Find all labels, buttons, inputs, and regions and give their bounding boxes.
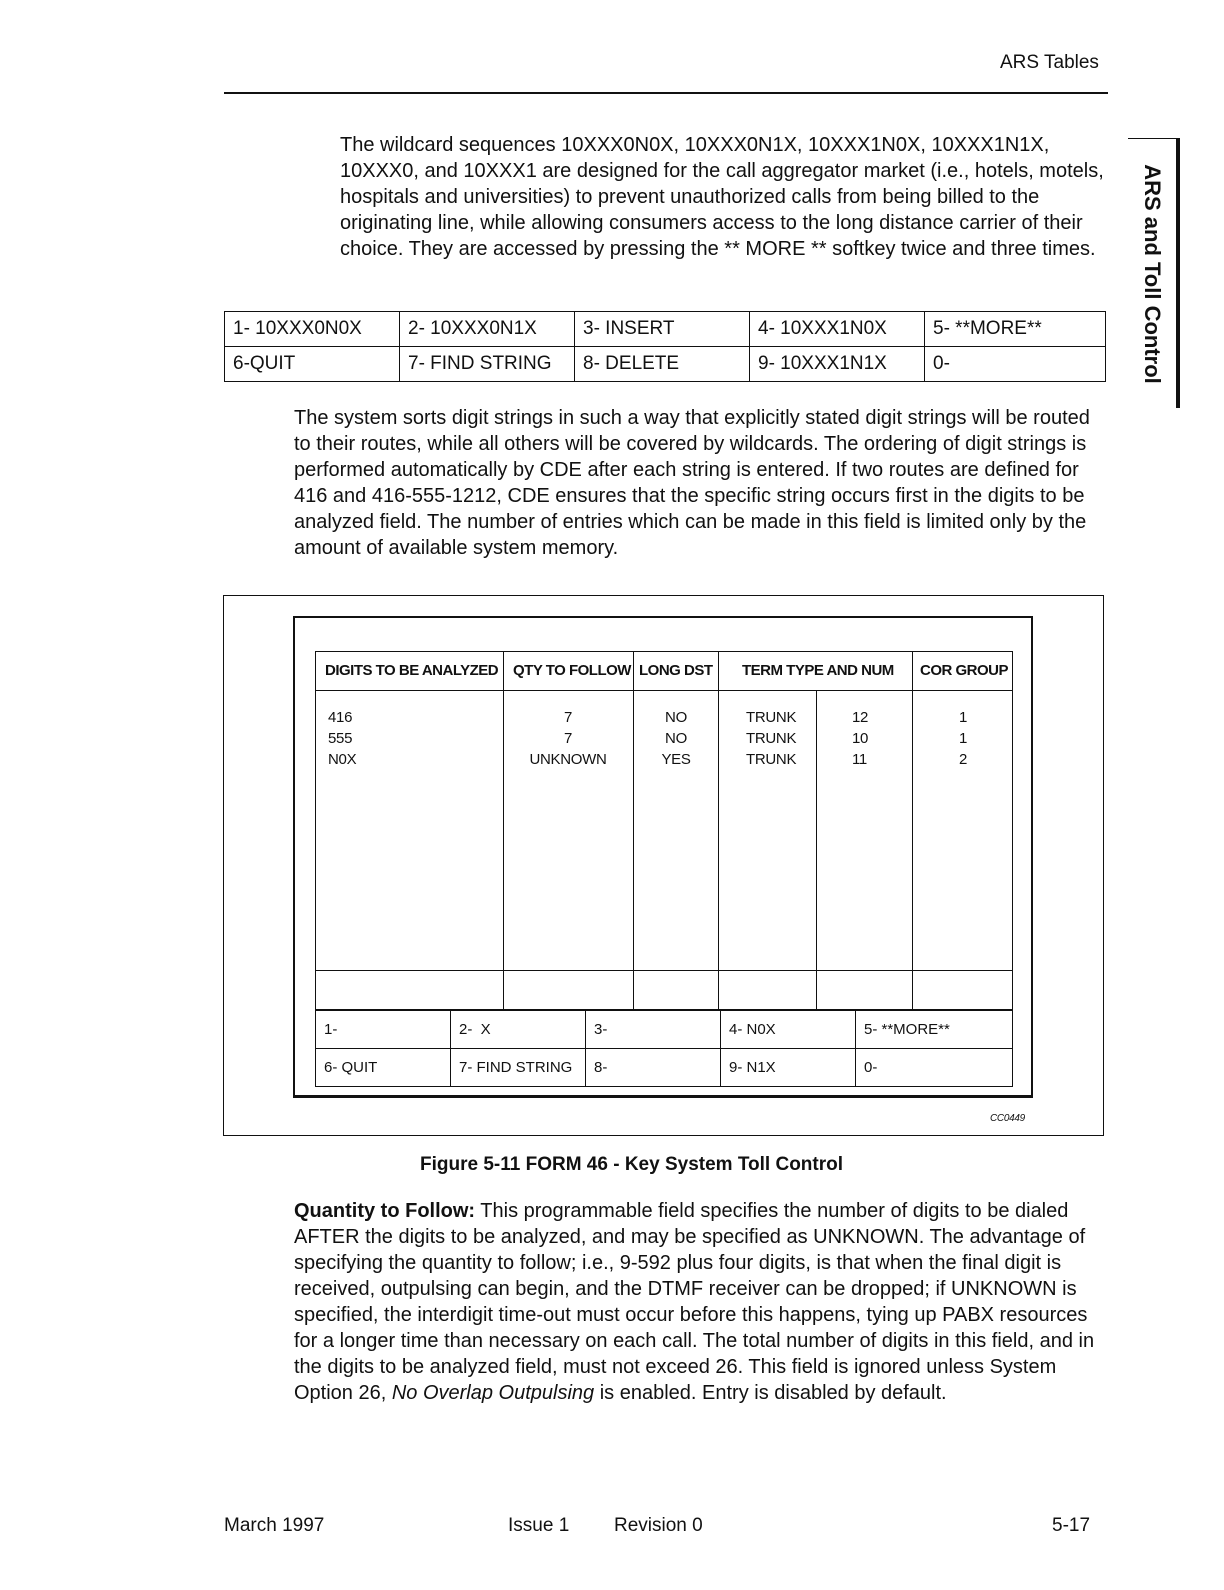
term-num-cell: 12 — [852, 709, 869, 726]
form-softkey-cell: 0- — [856, 1049, 1013, 1087]
softkey-cell: 0- — [925, 347, 1106, 382]
footer-date: March 1997 — [224, 1515, 325, 1536]
grid-line — [816, 690, 817, 1009]
digits-cell: N0X — [328, 751, 357, 768]
softkey-cell: 5- **MORE** — [925, 312, 1106, 347]
long-dst-column — [636, 707, 716, 770]
option-name: No Overlap Outpulsing — [391, 1382, 595, 1404]
term-num-cell: 10 — [852, 730, 869, 747]
grid-line — [912, 652, 913, 1009]
quantity-to-follow-paragraph — [294, 1198, 1102, 1406]
form-softkey-table — [315, 1010, 1013, 1087]
term-num-column — [852, 707, 868, 770]
softkey-cell: 1- 10XXX0N0X — [225, 312, 400, 347]
softkey-cell: 2- 10XXX0N1X — [400, 312, 575, 347]
softkey-cell: 8- DELETE — [575, 347, 750, 382]
sorting-paragraph: The system sorts digit strings in such a way that explicitly stated digit strings will be routed to their routes, while all others will be covered by wildcards. The ordering of digit strings is performed automatically by CDE after each string is entered. If two routes are defined for 416 and 416-555-1212, CDE ensures that the specific string occurs first in the digits to be analyzed field. The number of entries which can be made in this field is limited only by the amount of available system memory. — [294, 407, 1090, 559]
figure-caption: Figure 5-11 FORM 46 - Key System Toll Control — [420, 1154, 844, 1175]
softkey-cell: 9- 10XXX1N1X — [750, 347, 925, 382]
digits-cell: 416 — [328, 709, 353, 726]
long-dst-cell: NO — [665, 730, 687, 747]
form-softkey-row — [316, 1011, 1013, 1049]
qty-column — [513, 707, 623, 770]
footer-revision: Revision 0 — [614, 1515, 703, 1536]
form-softkey-cell: 6- QUIT — [316, 1049, 451, 1087]
grid-line — [503, 652, 504, 1009]
form-softkey-cell: 7- FIND STRING — [451, 1049, 586, 1087]
qty-text-1: This programmable field specifies the number of digits to be dialed AFTER the digits to be analyzed, and may be specified as UNKNOWN. The advantage of specifying the quantity to follow; i.e., 9-592 plus four digits, is that when the final digit is received, outpulsing can begin, and the DTMF receiver can be dropped; if UNKNOWN is specified, the interdigit time-out must occur before this happens, tying up PABX resources for a longer time than necessary on each call. The total number of digits in this field, and in the digits to be analyzed field, must not exceed 26. This field is ignored unless System Option 26, — [294, 1200, 1095, 1404]
term-type-column — [746, 707, 796, 770]
cor-column — [916, 707, 1010, 770]
digits-cell: 555 — [328, 730, 353, 747]
figure-reference-code: CC0449 — [990, 1113, 1025, 1124]
form-softkey-cell: 1- — [316, 1011, 451, 1049]
col-header-long-dst: LONG DST — [639, 662, 713, 679]
cor-cell: 1 — [958, 709, 968, 726]
grid-line — [718, 652, 719, 1009]
softkey-table — [224, 311, 1106, 382]
cor-cell: 2 — [958, 751, 968, 768]
form-46-grid — [315, 651, 1013, 1010]
form-softkey-cell: 3- — [586, 1011, 721, 1049]
long-dst-cell: YES — [661, 751, 691, 768]
qty-cell: UNKNOWN — [529, 751, 607, 768]
softkey-cell: 7- FIND STRING — [400, 347, 575, 382]
digits-column — [328, 707, 356, 770]
form-softkey-cell: 8- — [586, 1049, 721, 1087]
chapter-side-tab — [1128, 138, 1180, 408]
header-rule — [224, 92, 1108, 94]
softkey-cell: 3- INSERT — [575, 312, 750, 347]
page-number: 5-17 — [1052, 1515, 1091, 1536]
col-header-cor-group: COR GROUP — [920, 662, 1009, 679]
grid-line — [316, 970, 1012, 971]
footer-issue: Issue 1 — [508, 1515, 570, 1536]
wildcard-paragraph: The wildcard sequences 10XXX0N0X, 10XXX0N1X, 10XXX1N0X, 10XXX1N1X, 10XXX0, and 10XXX1 are designed for the call aggregator market (i.e., hotels, motels, hospitals and universities) to prevent unauthorized calls from being billed to the originating line, while allowing consumers access to the long distance carrier of their choice. They are accessed by pressing the ** MORE ** softkey twice and three times. — [340, 134, 1104, 260]
col-header-digits: DIGITS TO BE ANALYZED — [325, 662, 499, 679]
long-dst-cell: NO — [665, 709, 687, 726]
grid-line — [316, 690, 1012, 691]
softkey-row — [225, 347, 1106, 382]
form-softkey-cell: 9- N1X — [721, 1049, 856, 1087]
softkey-cell: 6-QUIT — [225, 347, 400, 382]
form-softkey-cell: 2- X — [451, 1011, 586, 1049]
chapter-side-tab-label: ARS and Toll Control — [1140, 163, 1165, 384]
term-quantity-to-follow: Quantity to Follow: — [294, 1200, 476, 1222]
form-softkey-cell: 4- N0X — [721, 1011, 856, 1049]
softkey-row — [225, 312, 1106, 347]
qty-cell: 7 — [563, 730, 573, 747]
col-header-qty: QTY TO FOLLOW — [513, 662, 631, 679]
term-type-cell: TRUNK — [746, 709, 797, 726]
form-softkey-cell: 5- **MORE** — [856, 1011, 1013, 1049]
col-header-term-type: TERM TYPE AND NUM — [742, 662, 894, 679]
term-type-cell: TRUNK — [746, 730, 797, 747]
grid-line — [633, 652, 634, 1009]
cor-cell: 1 — [958, 730, 968, 747]
form-softkey-row — [316, 1049, 1013, 1087]
qty-text-2: is enabled. Entry is disabled by default. — [594, 1382, 947, 1404]
qty-cell: 7 — [563, 709, 573, 726]
running-header: ARS Tables — [1000, 52, 1099, 73]
term-type-cell: TRUNK — [746, 751, 797, 768]
softkey-cell: 4- 10XXX1N0X — [750, 312, 925, 347]
term-num-cell: 11 — [852, 751, 867, 768]
